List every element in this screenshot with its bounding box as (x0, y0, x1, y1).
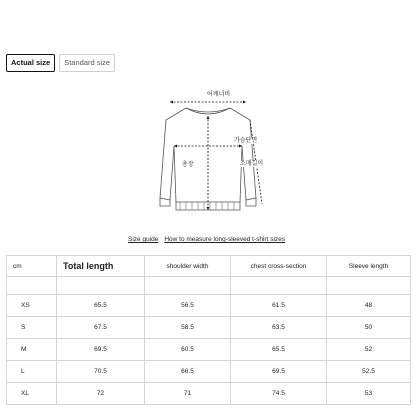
how-to-measure-link[interactable]: How to measure long-sleeved t-shirt sizes (164, 236, 286, 243)
actual-size-button[interactable]: Actual size (6, 54, 55, 72)
table-cell: 65.5 (231, 339, 327, 361)
size-toggle-group (6, 54, 115, 72)
table-cell: 50 (327, 317, 411, 339)
table-cell: 70.5 (57, 361, 145, 383)
size-cell: XS (7, 295, 57, 317)
table-cell: 72 (57, 383, 145, 405)
table-row (7, 317, 411, 339)
table-cell: 48 (327, 295, 411, 317)
table-cell: 61.5 (231, 295, 327, 317)
table-cell: 58.5 (145, 317, 231, 339)
size-guide-link[interactable]: Size guide (128, 236, 159, 243)
size-cell: L (7, 361, 57, 383)
table-header-row (7, 256, 411, 277)
size-cell: M (7, 339, 57, 361)
table-row (7, 383, 411, 405)
chest-label: 가슴단면 (234, 138, 258, 144)
shoulder-width-label: 어깨너비 (207, 92, 231, 98)
total-length-label: 총장 (182, 162, 194, 168)
table-cell: 52.5 (327, 361, 411, 383)
guide-links (128, 236, 291, 243)
size-table (6, 255, 411, 405)
table-cell: 56.5 (145, 295, 231, 317)
header-shoulder-width: shoulder width (145, 256, 231, 277)
table-cell: 53 (327, 383, 411, 405)
header-total-length: Total length (57, 256, 145, 277)
table-cell: 63.5 (231, 317, 327, 339)
size-cell: XL (7, 383, 57, 405)
header-cm: cm (7, 256, 57, 277)
table-row (7, 339, 411, 361)
table-cell: 52 (327, 339, 411, 361)
size-cell: S (7, 317, 57, 339)
header-sleeve-length: Sleeve length (327, 256, 411, 277)
header-chest: chest cross-section (231, 256, 327, 277)
table-cell: 67.5 (57, 317, 145, 339)
sweatshirt-diagram (146, 86, 270, 218)
sweatshirt-illustration (146, 86, 270, 218)
table-cell: 69.5 (57, 339, 145, 361)
table-cell: 71 (145, 383, 231, 405)
table-spacer-row (7, 277, 411, 295)
table-row (7, 361, 411, 383)
standard-size-button[interactable]: Standard size (59, 54, 115, 72)
table-cell: 60.5 (145, 339, 231, 361)
table-cell: 66.5 (145, 361, 231, 383)
table-cell: 74.5 (231, 383, 327, 405)
table-cell: 65.5 (57, 295, 145, 317)
sleeve-length-label: 소매길이 (240, 161, 264, 167)
table-row (7, 295, 411, 317)
table-cell: 69.5 (231, 361, 327, 383)
